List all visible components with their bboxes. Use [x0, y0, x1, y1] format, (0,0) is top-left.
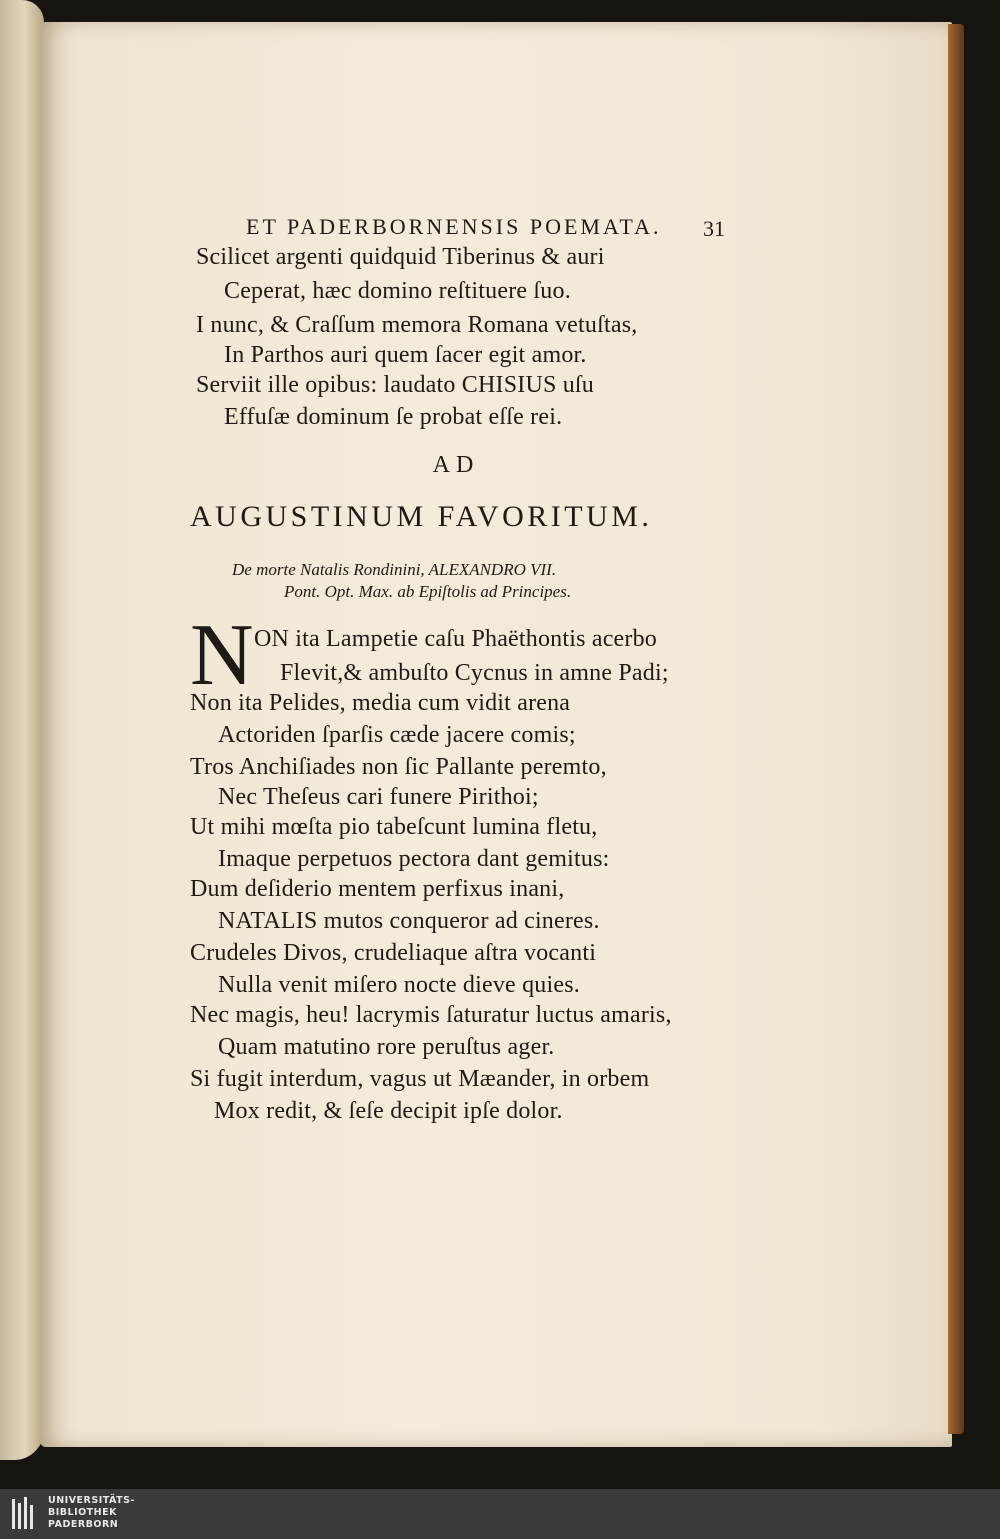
poem1-line: In Parthos auri quem ſacer egit amor.: [224, 342, 587, 368]
poem2-line: Ut mihi mœſta pio tabeſcunt lumina fletu,: [190, 814, 598, 840]
section-title: AUGUSTINUM FAVORITUM.: [190, 500, 653, 533]
drop-capital: N: [190, 607, 254, 704]
section-ad: AD: [432, 452, 480, 478]
poem2-line: Crudeles Divos, crudeliaque aſtra vocanti: [190, 940, 597, 966]
poem1-line: Serviit ille opibus: laudato CHISIUS uſu: [196, 372, 594, 398]
poem2-line: Quam matutino rore peruſtus ager.: [218, 1034, 555, 1060]
poem2-line: NATALIS mutos conqueror ad cineres.: [218, 908, 600, 934]
page-number: 31: [703, 216, 725, 241]
library-logo-icon: [10, 1495, 40, 1533]
poem2-second-line: Flevit,& ambuſto Cycnus in amne Padi;: [280, 660, 669, 686]
poem2-line: Nulla venit miſero nocte dieve quies.: [218, 972, 580, 998]
poem2-line: Nec magis, heu! lacrymis ſaturatur luctus amaris,: [190, 1002, 672, 1028]
section-subtitle-1: De morte Natalis Rondinini, ALEXANDRO VII.: [232, 560, 557, 579]
poem2-line: Mox redit, & ſeſe decipit ipſe dolor.: [214, 1098, 563, 1124]
poem2-line: Si fugit interdum, vagus ut Mæander, in orbem: [190, 1066, 650, 1092]
poem1-line: I nunc, & Craſſum memora Romana vetuſtas,: [196, 312, 638, 338]
poem2-first-line: ON ita Lampetie caſu Phaëthontis acerbo: [254, 626, 657, 652]
section-subtitle-2: Pont. Opt. Max. ab Epiſtolis ad Principes.: [284, 582, 572, 601]
library-logo-text: UNIVERSITÄTS- BIBLIOTHEK PADERBORN: [48, 1495, 135, 1530]
poem2-line: Nec Theſeus cari funere Pirithoi;: [218, 784, 539, 810]
poem2-line: Non ita Pelides, media cum vidit arena: [190, 690, 571, 716]
poem2-line: Imaque perpetuos pectora dant gemitus:: [218, 846, 610, 872]
poem1-line: Effuſæ dominum ſe probat eſſe rei.: [224, 404, 563, 430]
poem1-line: Scilicet argenti quidquid Tiberinus & auri: [196, 244, 605, 270]
footer-bar: [0, 1489, 1000, 1539]
poem2-line: Tros Anchiſiades non ſic Pallante peremto,: [190, 754, 607, 780]
poem2-line: Actoriden ſparſis cæde jacere comis;: [218, 722, 576, 748]
poem2-line: Dum deſiderio mentem perfixus inani,: [190, 876, 565, 902]
running-title: ET PADERBORNENSIS POEMATA.: [246, 214, 662, 239]
poem1-line: Ceperat, hæc domino reſtituere ſuo.: [224, 278, 571, 304]
